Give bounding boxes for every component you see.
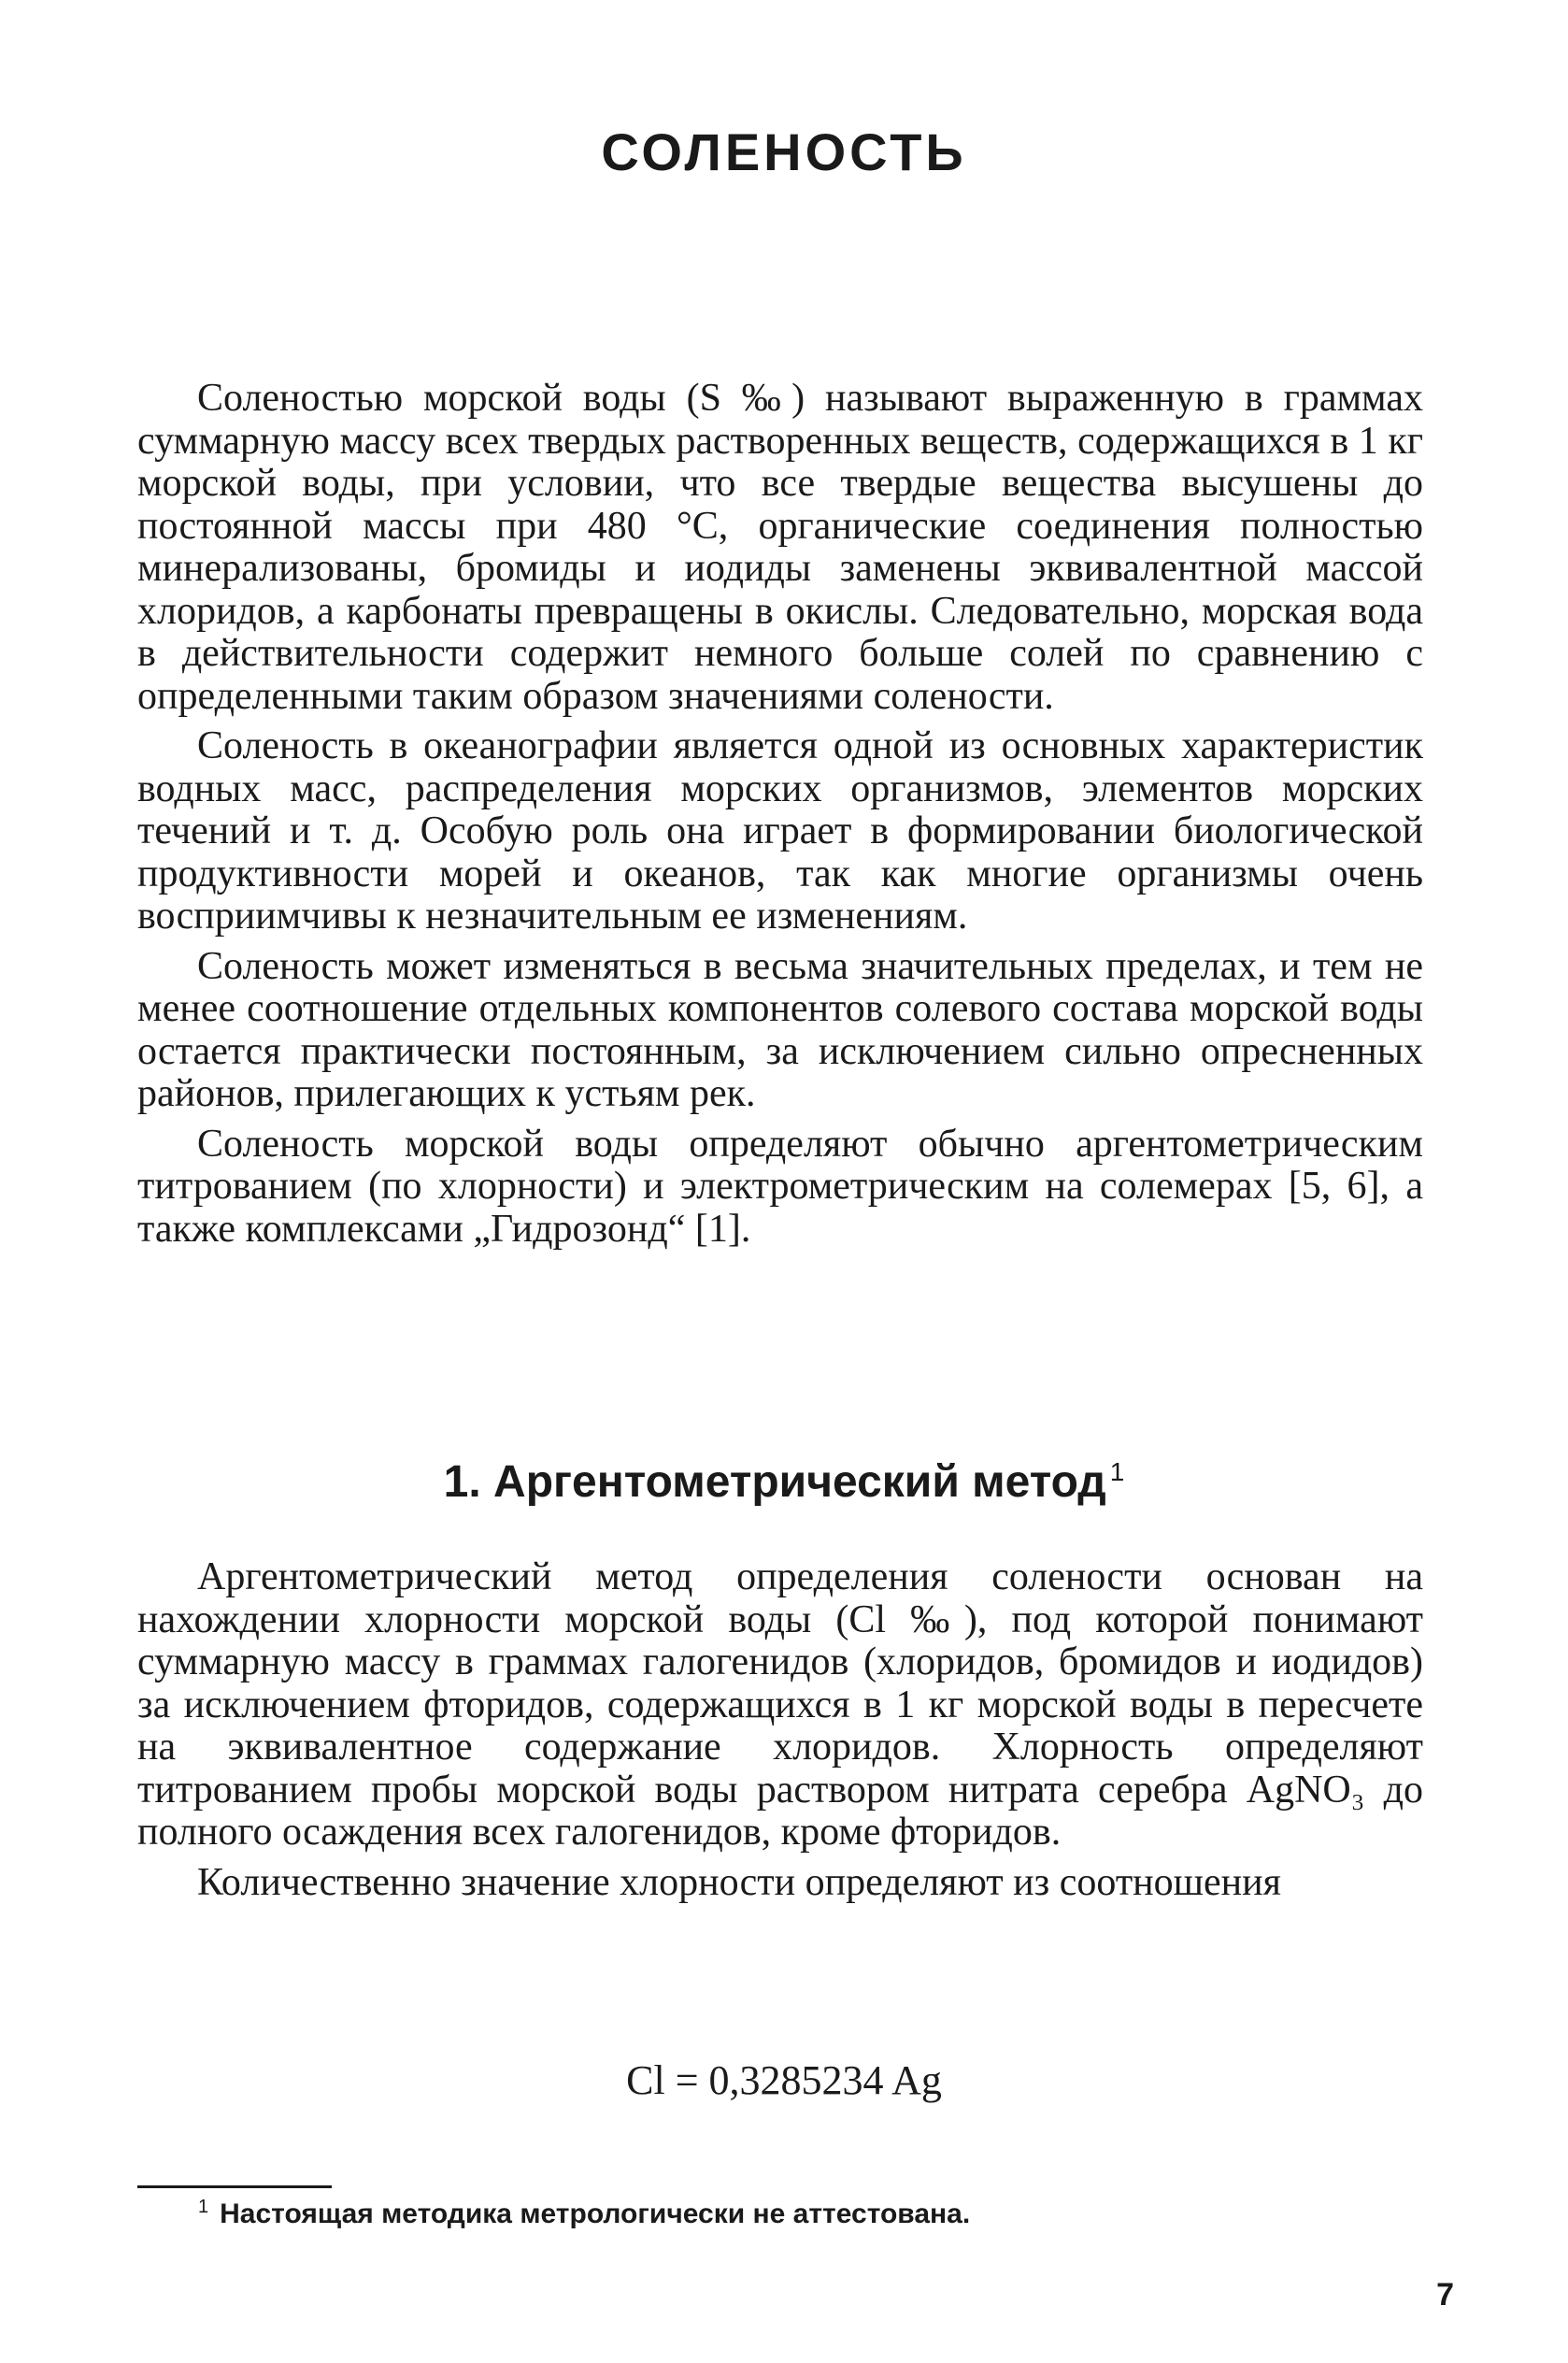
intro-paragraph-1: Соленостью морской воды (S ‰) называют выраженную в граммах суммарную массу всех твердых растворенных веществ, содержащихся в 1 кг морской воды, при условии, что все твердые вещества высушены до постоянной массы при 480 °С, органические соединения полностью минерализованы, бромиды и иодиды заменены эквивалентной массой хлоридов, а карбонаты превращены в окислы. Следовательно, морская вода в действительности содержит немного больше солей по сравнению с определенными таким образом значениями солености. xyxy=(137,377,1423,718)
intro-section xyxy=(137,378,1423,1251)
chlorinity-formula: Cl = 0,3285234 Ag xyxy=(626,2057,942,2103)
method-section xyxy=(137,1556,1423,1904)
method-paragraph-1: Аргентометрический метод определения солености основан на нахождении хлорности морской воды (Cl ‰), под которой понимают суммарную массу в граммах галогенидов (хлоридов, бромидов и иодидов) за исключением фторидов, содержащихся в 1 кг морской воды в пересчете на эквивалентное содержание хлоридов. Хлорность определяют титрованием пробы морской воды раствором нитрата серебра AgNO₃ до полного осаждения всех галогенидов, кроме фторидов. xyxy=(137,1555,1423,1854)
section-heading xyxy=(0,1456,1568,1508)
intro-paragraph-3: Соленость может изменяться в весьма значительных пределах, и тем не менее соотношение отдельных компонентов солевого состава морской воды остается практически постоянным, за исключением сильно опресненных районов, прилегающих к устьям рек. xyxy=(137,944,1423,1115)
footnote-mark: 1 xyxy=(198,2197,209,2217)
footnote-text: Настоящая методика метрологически не аттестована. xyxy=(220,2198,971,2229)
footnote-divider xyxy=(137,2185,332,2188)
intro-paragraph-2: Соленость в океанографии является одной из основных характеристик водных масс, распределения морских организмов, элементов морских течений и т. д. Особую роль она играет в формировании биологической продуктивности морей и океанов, так как многие организмы очень восприимчивы к незначительным ее изменениям. xyxy=(137,724,1423,938)
page-number: 7 xyxy=(1436,2277,1454,2313)
page-title: СОЛЕНОСТЬ xyxy=(601,122,967,181)
method-paragraph-2: Количественно значение хлорности определяют из соотношения xyxy=(197,1860,1281,1904)
section-heading-footnote-mark: 1 xyxy=(1109,1457,1125,1486)
footnote xyxy=(198,2197,970,2230)
section-heading-text: 1. Аргентометрический метод xyxy=(443,1457,1106,1507)
intro-paragraph-4: Соленость морской воды определяют обычно аргентометрическим титрованием (по хлорности) и электрометрическим на солемерах [5, 6], а также комплексами „Гидрозонд“ [1]. xyxy=(137,1122,1423,1251)
